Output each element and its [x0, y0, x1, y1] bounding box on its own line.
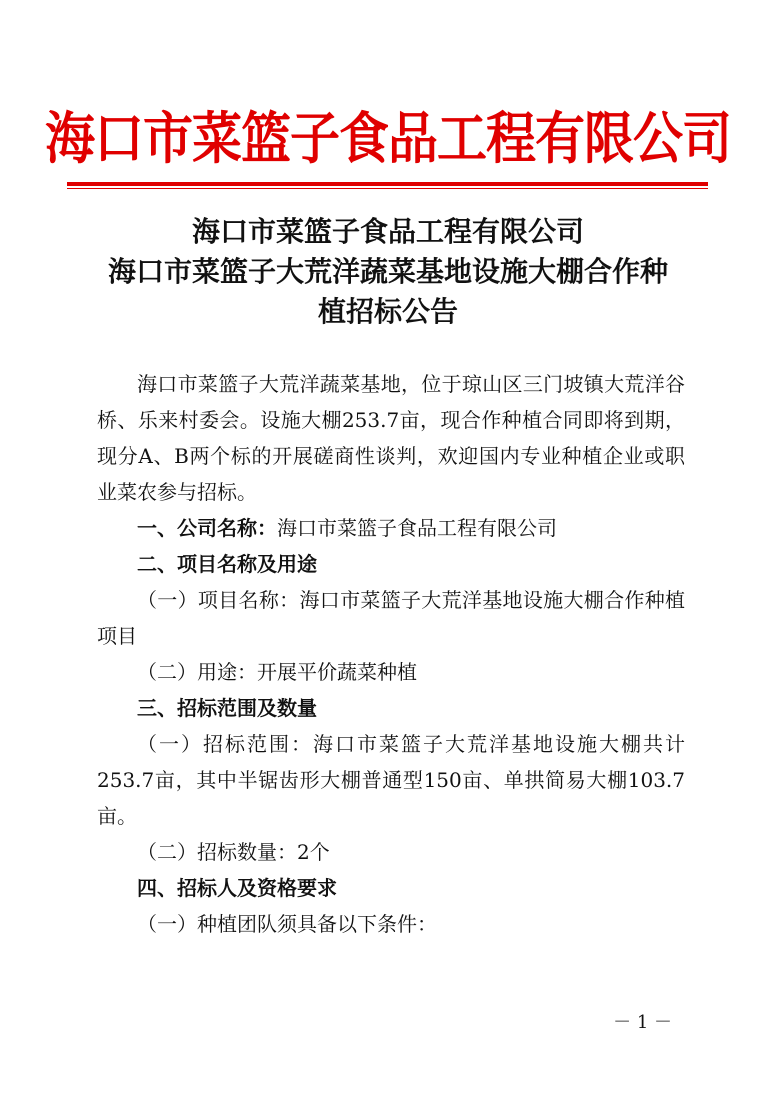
section-1-company-name — [97, 510, 685, 546]
intro-paragraph: 海口市菜篮子大荒洋蔬菜基地，位于琼山区三门坡镇大荒洋谷桥、乐来村委会。设施大棚253.7亩，现合作种植合同即将到期，现分A、B两个标的开展磋商性谈判，欢迎国内专业种植企业或职业菜农参与招标。 — [97, 372, 685, 504]
section-3-item-1: （一）招标范围：海口市菜篮子大荒洋基地设施大棚共计253.7亩，其中半锯齿形大棚普通型150亩、单拱简易大棚103.7亩。 — [97, 732, 685, 828]
section-3-item-2: （二）招标数量：2个 — [137, 840, 330, 864]
letterhead-rule-thick — [67, 182, 708, 186]
page-number: － 1 － — [613, 1012, 672, 1033]
section-1-value: 海口市菜篮子食品工程有限公司 — [277, 516, 557, 540]
section-1-label: 一、公司名称： — [137, 516, 277, 540]
section-2-heading: 二、项目名称及用途 — [137, 552, 317, 576]
title-line-3: 植招标公告 — [317, 295, 458, 328]
title-line-1: 海口市菜篮子食品工程有限公司 — [191, 215, 584, 248]
section-3-heading: 三、招标范围及数量 — [137, 696, 317, 720]
section-2-item-2: （二）用途：开展平价蔬菜种植 — [137, 660, 417, 684]
section-4-heading: 四、招标人及资格要求 — [137, 876, 337, 900]
document-body — [97, 366, 685, 942]
letterhead-company-name: 海口市菜篮子食品工程有限公司 — [45, 105, 731, 172]
section-2-item-1: （一）项目名称：海口市菜篮子大荒洋基地设施大棚合作种植项目 — [97, 588, 685, 648]
section-4-item-1: （一）种植团队须具备以下条件： — [137, 912, 437, 936]
letterhead-rule-thin — [67, 188, 708, 189]
title-line-2: 海口市菜篮子大荒洋蔬菜基地设施大棚合作种 — [107, 255, 668, 288]
document-title — [80, 212, 696, 332]
